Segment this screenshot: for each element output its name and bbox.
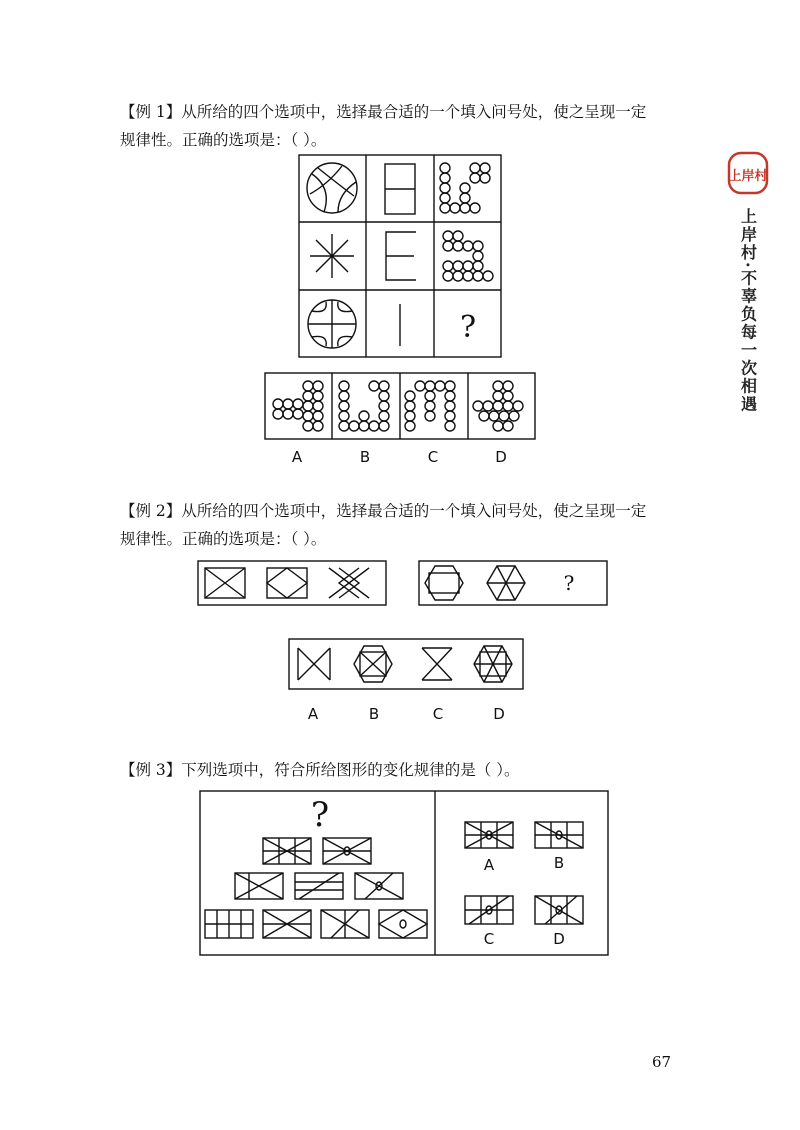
q1-cell-split-rect <box>385 164 415 214</box>
q1-cell-circles-1 <box>440 163 490 213</box>
q3-option-b-shape <box>535 822 583 848</box>
q1-grid-figure <box>298 154 502 358</box>
q2-shape-rect-diamond <box>267 568 307 598</box>
q1-option-b-label[interactable]: B <box>359 448 371 466</box>
q2-option-a-label[interactable]: A <box>307 705 319 723</box>
brand-slogan: 上岸村·不辜负每一次相遇 <box>738 208 758 414</box>
q3-pyramid-row-3 <box>205 910 427 938</box>
q2-option-d-shape <box>474 646 512 682</box>
q3-option-c-shape <box>465 896 513 924</box>
q1-cell-circles-2 <box>443 231 493 281</box>
q2-option-a-shape <box>298 648 330 680</box>
q1-option-c-shape <box>405 381 455 431</box>
q2-option-c-label[interactable]: C <box>432 705 444 723</box>
q2-given-figure <box>197 560 609 606</box>
q3-question-mark: ? <box>310 795 330 835</box>
q1-prompt-line2: 规律性。正确的选项是：（ ）。 <box>120 131 327 149</box>
q3-pyramid-row-2 <box>235 873 403 899</box>
q2-option-c-shape <box>422 648 452 680</box>
q1-option-a-label[interactable]: A <box>291 448 303 466</box>
q3-option-b-label[interactable]: B <box>553 854 565 872</box>
q2-option-b-shape <box>354 646 392 682</box>
q2-question-mark: ? <box>563 571 575 595</box>
q2-shape-hexagon-star <box>487 566 525 600</box>
q3-pyramid-row-1 <box>263 838 371 864</box>
q1-question-mark: ? <box>459 310 477 345</box>
q1-option-d-label[interactable]: D <box>495 448 507 466</box>
q3-option-d-label[interactable]: D <box>553 930 565 948</box>
q1-options-figure <box>264 372 536 440</box>
q1-cell-ball <box>307 163 357 213</box>
q1-cell-circle-arcs <box>308 300 356 348</box>
svg-text:上岸村: 上岸村 <box>728 169 768 184</box>
q1-option-d-shape <box>473 381 523 431</box>
q1-cell-e-shape <box>386 232 416 280</box>
q2-shape-rect-x <box>205 568 245 598</box>
q2-options-figure <box>288 638 524 690</box>
q3-option-d-shape <box>535 896 583 924</box>
q2-shape-lattice <box>329 568 369 598</box>
q1-cell-star <box>310 234 354 278</box>
q1-option-b-shape <box>339 381 389 431</box>
q3-prompt-line1: 【例 3】下列选项中，符合所给图形的变化规律的是（ ）。 <box>120 761 520 779</box>
page-number: 67 <box>652 1053 672 1071</box>
q1-option-c-label[interactable]: C <box>427 448 439 466</box>
q3-option-c-label[interactable]: C <box>483 930 495 948</box>
q3-option-a-shape <box>465 822 513 848</box>
q2-prompt-line2: 规律性。正确的选项是：（ ）。 <box>120 530 327 548</box>
q1-prompt-line1: 【例 1】从所给的四个选项中，选择最合适的一个填入问号处，使之呈现一定 <box>120 103 647 121</box>
q2-prompt-line1: 【例 2】从所给的四个选项中，选择最合适的一个填入问号处，使之呈现一定 <box>120 502 647 520</box>
q2-shape-hexagon-rect <box>425 566 463 600</box>
q2-option-d-label[interactable]: D <box>493 705 505 723</box>
q3-option-a-label[interactable]: A <box>483 856 495 874</box>
q2-option-b-label[interactable]: B <box>368 705 380 723</box>
q1-option-a-shape <box>273 381 323 431</box>
brand-seal-logo <box>726 150 770 196</box>
brand-sidebar <box>718 150 778 414</box>
